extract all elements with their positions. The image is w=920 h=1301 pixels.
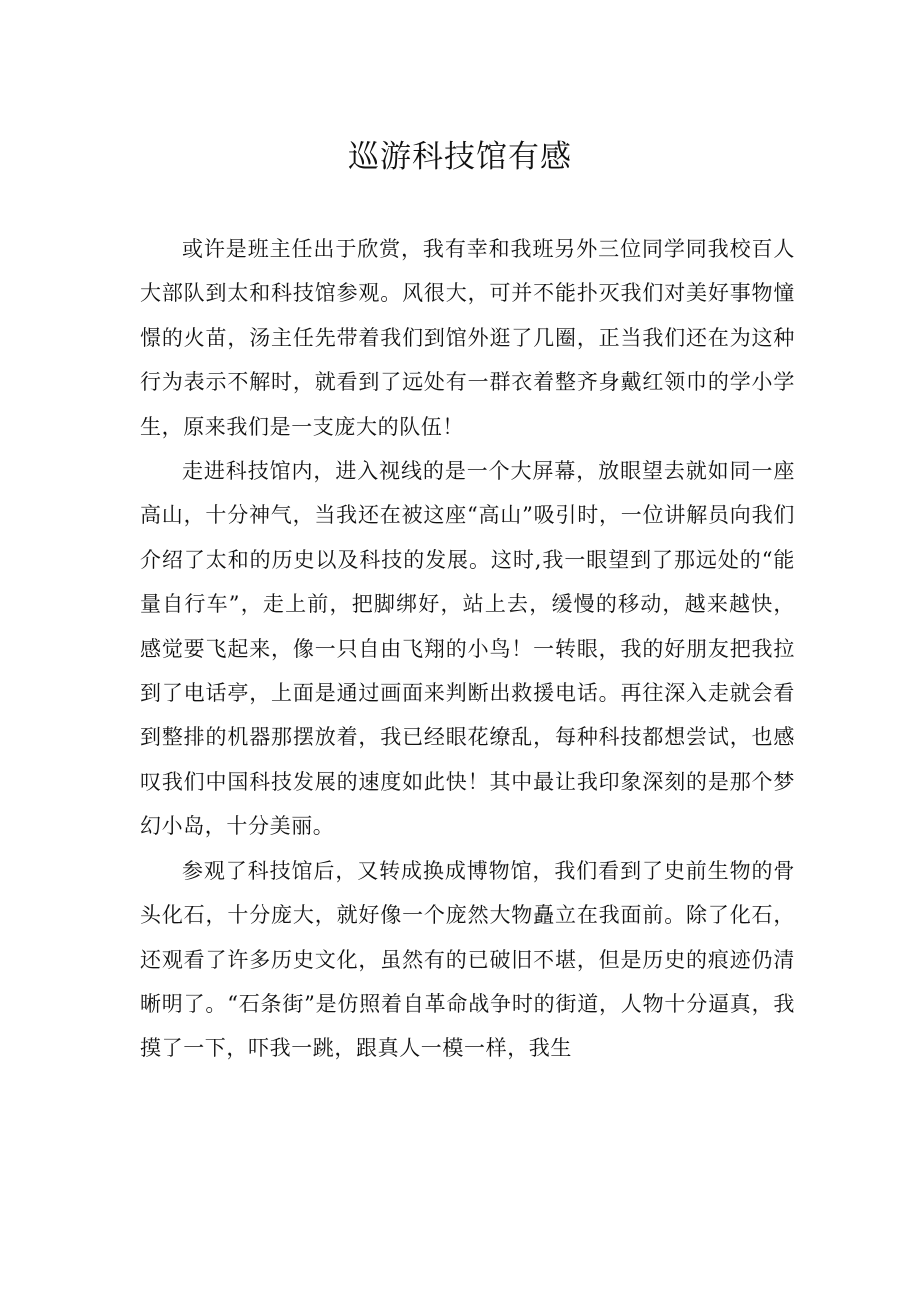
paragraph-2: 走进科技馆内，进入视线的是一个大屏幕，放眼望去就如同一座高山，十分神气，当我还在被这座“高山”吸引时，一位讲解员向我们介绍了太和的历史以及科技的发展。这时,我一眼望到了那远处的“能量自行车”，走上前，把脚绑好，站上去，缓慢的移动，越来越快，感觉要飞起来，像一只自由飞翔的小鸟！一转眼，我的好朋友把我拉到了电话亭，上面是通过画面来判断出救援电话。再往深入走就会看到整排的机器那摆放着，我已经眼花缭乱，每种科技都想尝试，也感叹我们中国科技发展的速度如此快！其中最让我印象深刻的是那个梦幻小岛，十分美丽。 [140, 459, 795, 839]
document-title: 巡游科技馆有感 [348, 139, 572, 175]
paragraph-3: 参观了科技馆后，又转成换成博物馆，我们看到了史前生物的骨头化石，十分庞大，就好像一个庞然大物矗立在我面前。除了化石，还观看了许多历史文化，虽然有的已破旧不堪，但是历史的痕迹仍清晰明了。“石条街”是仿照着自革命战争时的街道，人物十分逼真，我摸了一下，吓我一跳，跟真人一模一样，我生 [140, 858, 795, 1061]
document-body [140, 227, 795, 1071]
paragraph-1: 或许是班主任出于欣赏，我有幸和我班另外三位同学同我校百人大部队到太和科技馆参观。风很大，可并不能扑灭我们对美好事物憧憬的火苗，汤主任先带着我们到馆外逛了几圈，正当我们还在为这种行为表示不解时，就看到了远处有一群衣着整齐身戴红领巾的学小学生，原来我们是一支庞大的队伍！ [140, 237, 795, 439]
